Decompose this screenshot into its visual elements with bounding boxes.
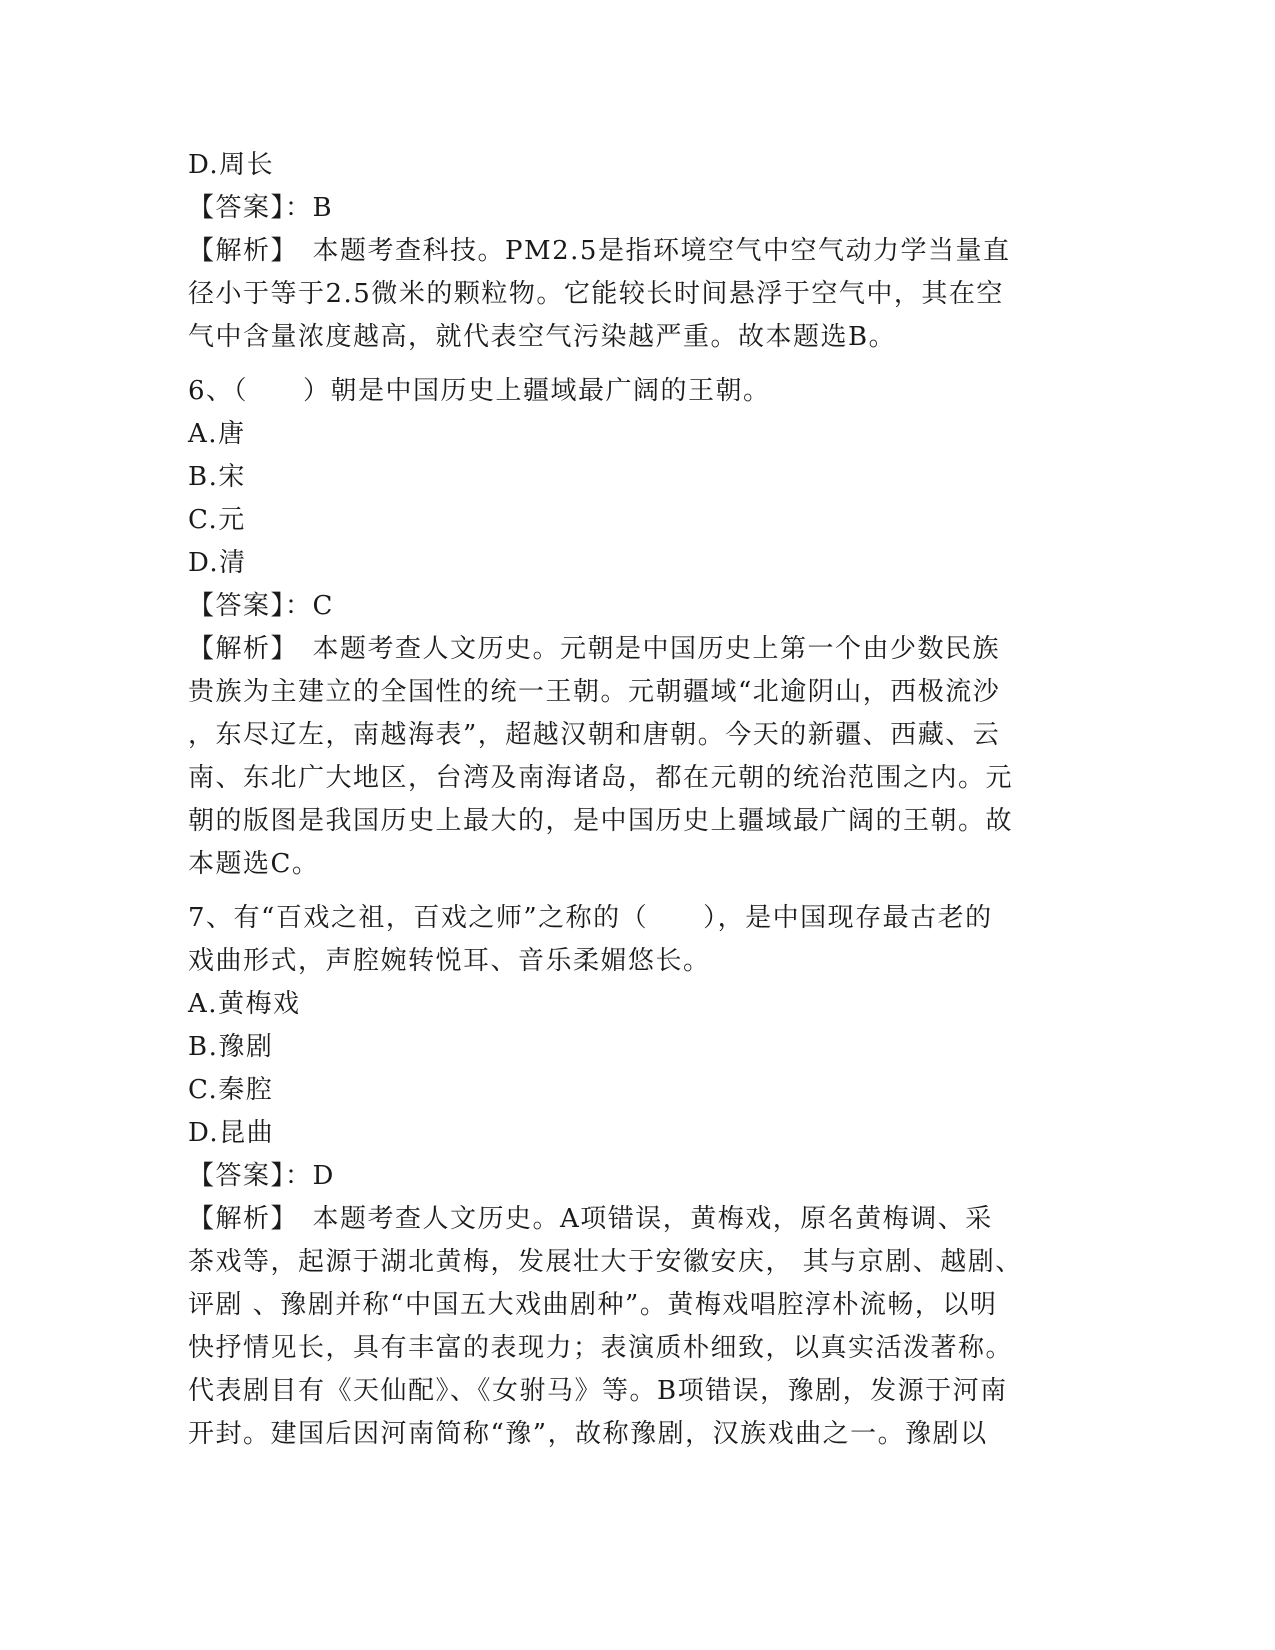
q7-analysis-line: 代表剧目有《天仙配》、《女驸马》等。B项错误，豫剧，发源于河南 bbox=[188, 1376, 1008, 1406]
spacer bbox=[188, 359, 1088, 370]
q6-analysis-line: 朝的版图是我国历史上最大的，是中国历史上疆域最广阔的王朝。故 bbox=[188, 806, 1014, 836]
spacer bbox=[188, 886, 1088, 897]
q7-option-d: D.昆曲 bbox=[188, 1118, 275, 1148]
q6-analysis-line: 南、东北广大地区，台湾及南海诸岛，都在元朝的统治范围之内。元 bbox=[188, 763, 1014, 793]
q6-option-c: C.元 bbox=[188, 505, 246, 535]
q5-analysis-line: 气中含量浓度越高，就代表空气污染越严重。故本题选B。 bbox=[188, 322, 897, 352]
q7-analysis-line: 【解析】 本题考查人文历史。A项错误，黄梅戏，原名黄梅调、采 bbox=[188, 1204, 993, 1234]
q5-option-d: D.周长 bbox=[188, 150, 275, 180]
q6-stem: 6、（ ）朝是中国历史上疆域最广阔的王朝。 bbox=[188, 376, 771, 406]
q7-option-a: A.黄梅戏 bbox=[188, 989, 301, 1019]
q7-option-b: B.豫剧 bbox=[188, 1032, 274, 1062]
q6-analysis-line: 【解析】 本题考查人文历史。元朝是中国历史上第一个由少数民族 bbox=[188, 634, 1001, 664]
q7-answer: 【答案】：D bbox=[188, 1161, 335, 1191]
q7-option-c: C.秦腔 bbox=[188, 1075, 274, 1105]
q5-answer: 【答案】：B bbox=[188, 193, 334, 223]
q7-analysis-line: 茶戏等，起源于湖北黄梅，发展壮大于安徽安庆， 其与京剧、越剧、 bbox=[188, 1247, 1023, 1277]
q6-analysis-line: 本题选C。 bbox=[188, 849, 320, 879]
q6-option-d: D.清 bbox=[188, 548, 247, 578]
document-body bbox=[188, 144, 1088, 1456]
q6-answer: 【答案】：C bbox=[188, 591, 334, 621]
q7-analysis-line: 快抒情见长，具有丰富的表现力；表演质朴细致，以真实活泼著称。 bbox=[188, 1333, 1014, 1363]
q6-option-b: B.宋 bbox=[188, 462, 246, 492]
q7-analysis-line: 评剧 、豫剧并称“中国五大戏曲剧种”。黄梅戏唱腔淳朴流畅，以明 bbox=[188, 1290, 998, 1320]
q7-stem-line: 7、有“百戏之祖，百戏之师”之称的（ ），是中国现存最古老的 bbox=[188, 903, 993, 933]
q6-analysis-line: 贵族为主建立的全国性的统一王朝。元朝疆域“北逾阴山，西极流沙 bbox=[188, 677, 1001, 707]
q5-analysis-line: 【解析】 本题考查科技。PM2.5是指环境空气中空气动力学当量直 bbox=[188, 236, 1011, 266]
q6-option-a: A.唐 bbox=[188, 419, 246, 449]
q7-stem-line: 戏曲形式，声腔婉转悦耳、音乐柔媚悠长。 bbox=[188, 946, 711, 976]
q5-analysis-line: 径小于等于2.5微米的颗粒物。它能较长时间悬浮于空气中，其在空 bbox=[188, 279, 1004, 309]
q7-analysis-line: 开封。建国后因河南简称“豫”，故称豫剧，汉族戏曲之一。豫剧以 bbox=[188, 1419, 988, 1449]
q6-analysis-line: ，东尽辽左，南越海表”，超越汉朝和唐朝。今天的新疆、西藏、云 bbox=[188, 720, 1001, 750]
